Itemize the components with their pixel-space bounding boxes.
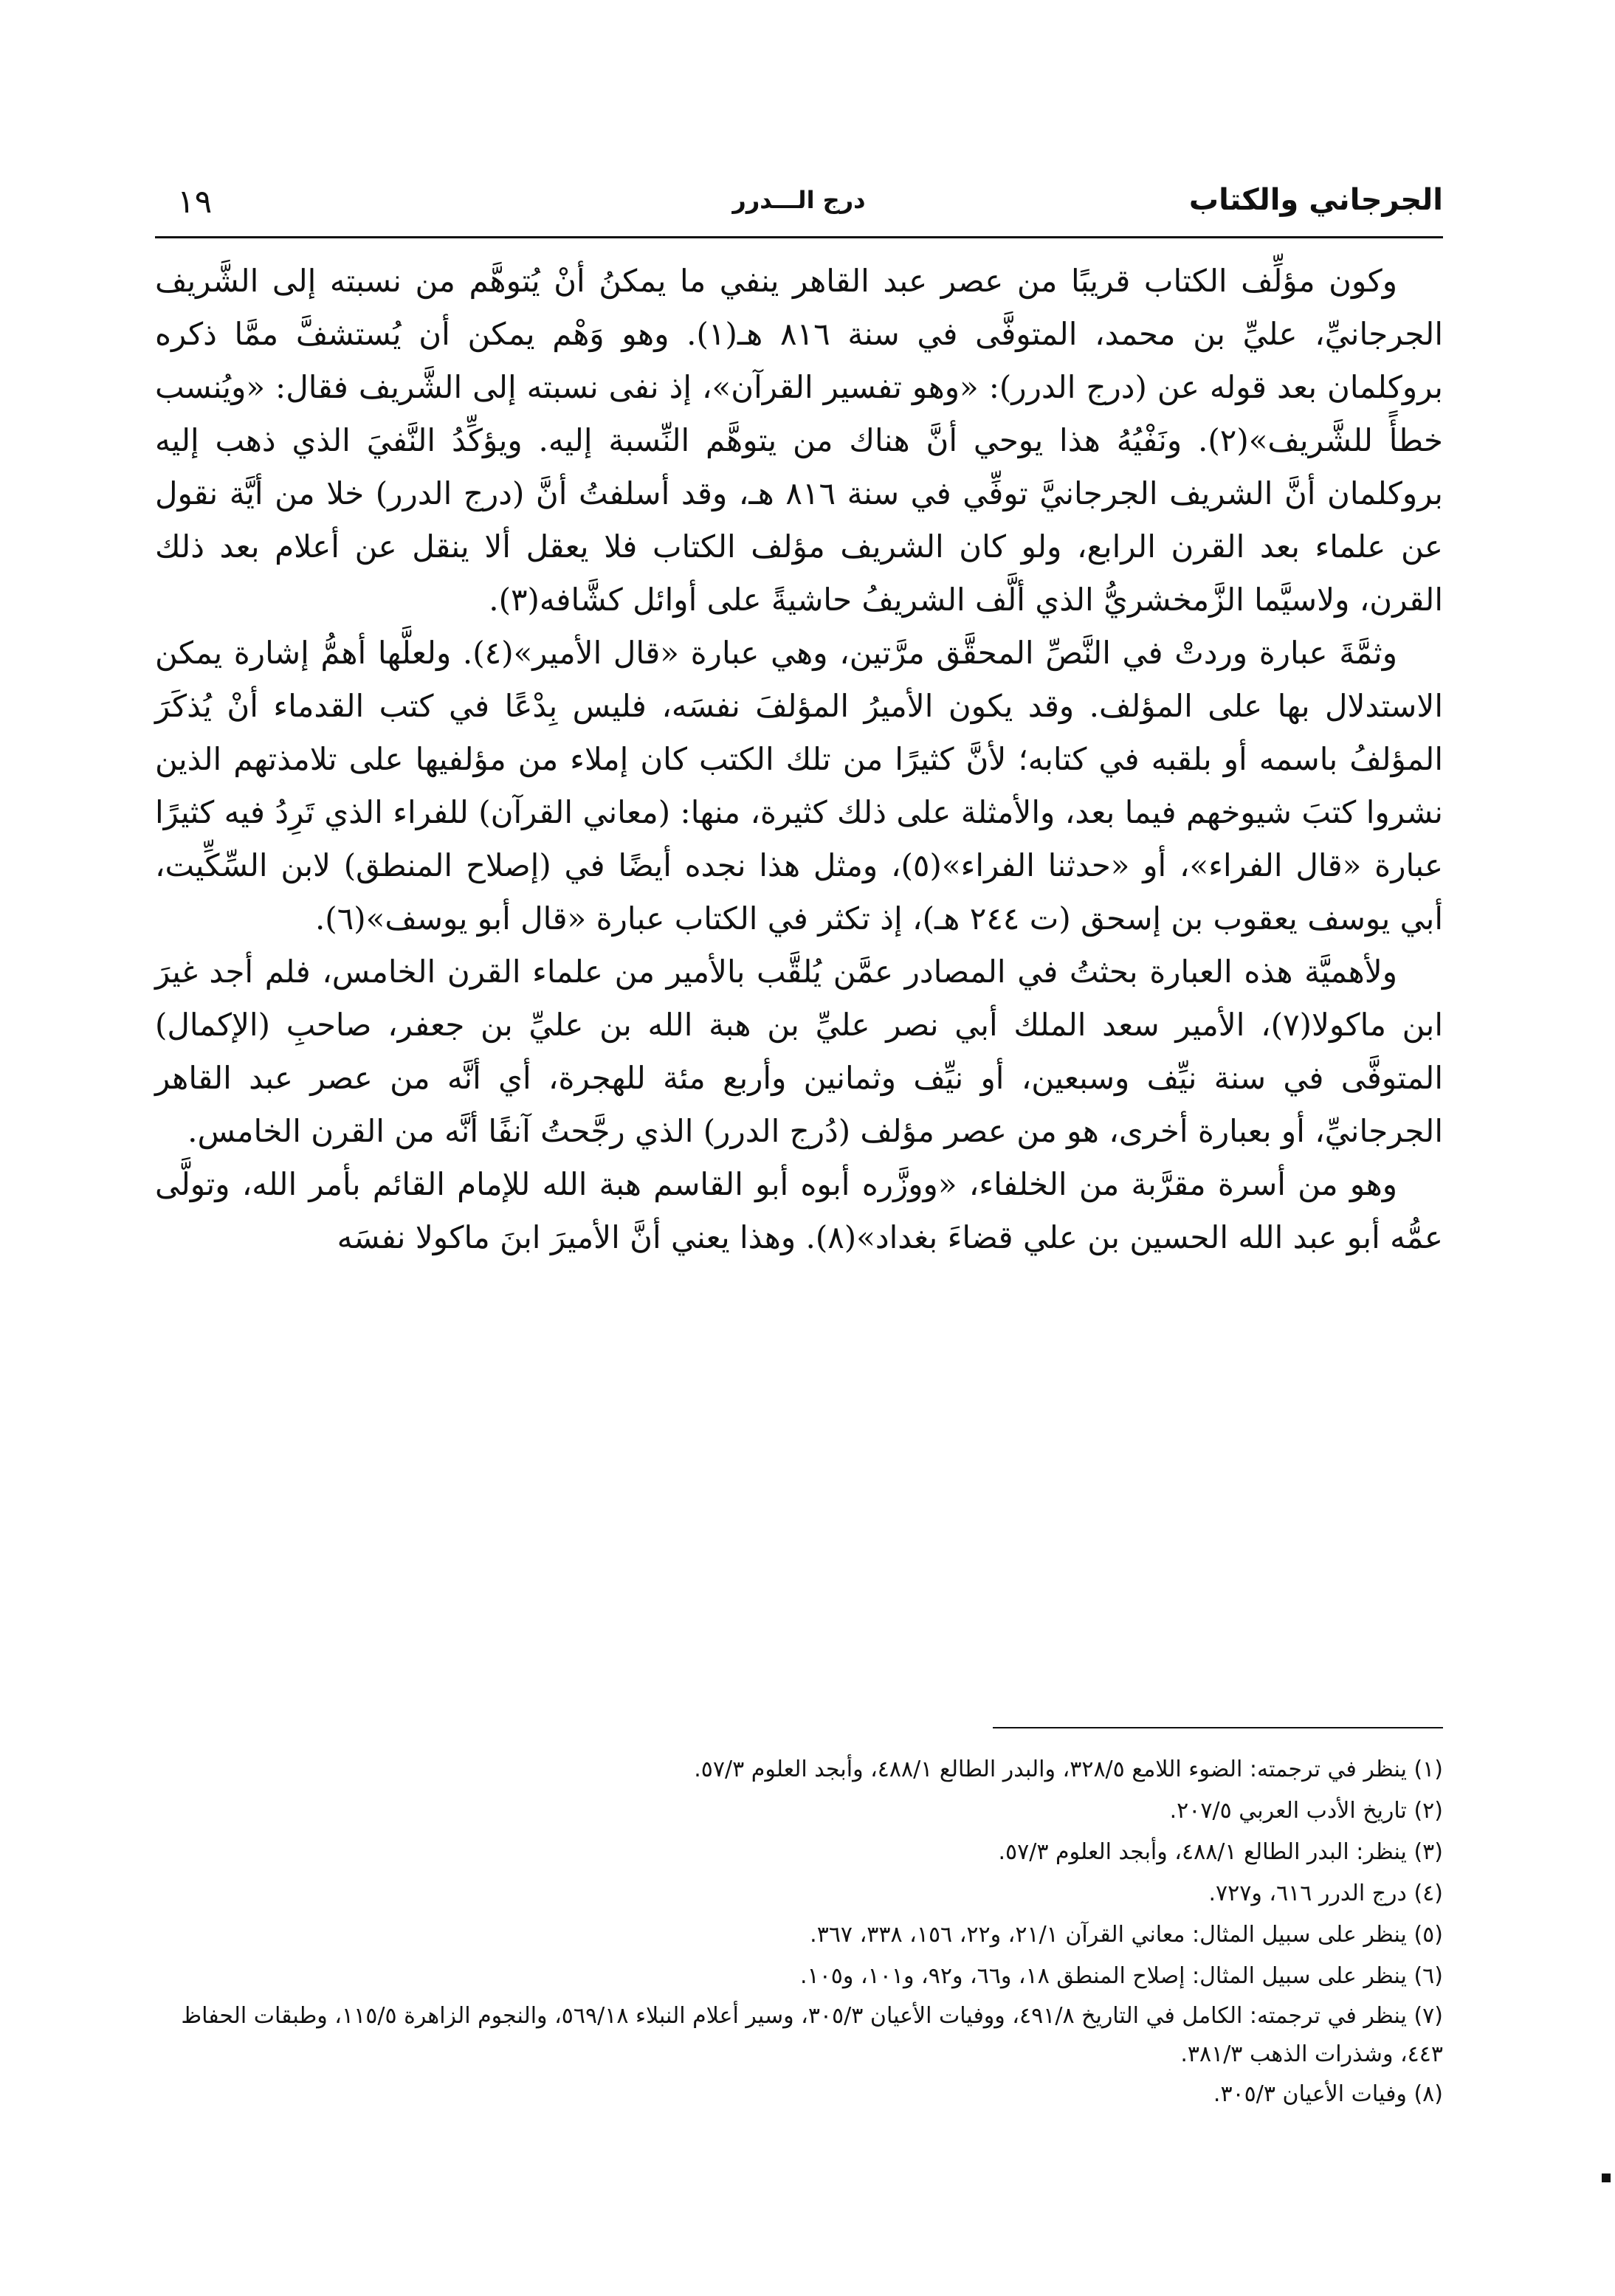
footnote-item: (٦) ينظر على سبيل المثال: إصلاح المنطق ١٨، و٦٦، و٩٢، و١٠١، و١٠٥. — [800, 1963, 1443, 1989]
page-number: ١٩ — [177, 183, 213, 221]
book-title: درج الـــدرر — [732, 186, 866, 214]
paragraph: وكون مؤلِّف الكتاب قريبًا من عصر عبد القاهر ينفي ما يمكنُ أنْ يُتوهَّم من نسبته إلى الشَّريف الجرجانيِّ، عليِّ بن محمد، المتوفَّى في سنة ٨١٦ هـ(١). وهو وَهْم يمكن أن يُستشفَّ ممَّا ذكره بروكلمان بعد قوله عن (درج الدرر): «وهو تفسير القرآن»، إذ نفى نسبته إلى الشَّريف فقال: «ويُنسب خطأً للشَّريف»(٢). ونَفْيُهُ هذا يوحي أنَّ هناك من يتوهَّم النِّسبة إليه. ويؤكِّدُ النَّفيَ الذي ذهب إليه بروكلمان أنَّ الشريف الجرجانيَّ توفِّي في سنة ٨١٦ هـ، وقد أسلفتُ أنَّ (درج الدرر) خلا من أيَّة نقول عن علماء بعد القرن الرابع، ولو كان الشريف مؤلف الكتاب فلا يعقل ألا ينقل عن أعلام بعد ذلك القرن، ولاسيَّما الزَّمخشريُّ الذي ألَّف الشريفُ حاشيةً على أوائل كشَّافه(٣). — [155, 263, 1444, 618]
paragraph: ولأهميَّة هذه العبارة بحثتُ في المصادر عمَّن يُلقَّب بالأمير من علماء القرن الخامس، فلم أجد غيرَ ابن ماكولا(٧)، الأمير سعد الملك أبي نصر عليِّ بن هبة الله بن عليِّ بن جعفر، صاحبِ (الإكمال) المتوفَّى في سنة نيِّف وسبعين، أو نيِّف وثمانين وأربع مئة للهجرة، أي أنَّه من عصر عبد القاهر الجرجانيِّ، أو بعبارة أخرى، هو من عصر مؤلف (دُرج الدرر) الذي رجَّحتُ آنفًا أنَّه من القرن الخامس. — [155, 954, 1443, 1149]
footnote-item: (٤) درج الدرر ٦١٦، و٧٢٧. — [1208, 1880, 1443, 1906]
footnote-item: (٨) وفيات الأعيان ٣٠٥/٣. — [1213, 2081, 1443, 2107]
footnote-divider — [993, 1727, 1443, 1728]
scan-mark — [1602, 2173, 1611, 2182]
header-divider — [155, 236, 1443, 238]
main-text — [155, 255, 1443, 1264]
paragraph: وهو من أسرة مقرَّبة من الخلفاء، «ووزَّره أبوه أبو القاسم هبة الله للإمام القائم بأمر الله، وتولَّى عمُّه أبو عبد الله الحسين بن علي قضاءَ بغداد»(٨). وهذا يعني أنَّ الأميرَ ابنَ ماكولا نفسَه — [155, 1166, 1443, 1255]
footnotes — [155, 1749, 1443, 2115]
paragraph: وثمَّةَ عبارة وردتْ في النَّصِّ المحقَّق مرَّتين، وهي عبارة «قال الأمير»(٤). ولعلَّها أهمُّ إشارة يمكن الاستدلال بها على المؤلف. وقد يكون الأميرُ المؤلفَ نفسَه، فليس بِدْعًا في كتب القدماء أنْ يُذكَرَ المؤلفُ باسمه أو بلقبه في كتابه؛ لأنَّ كثيرًا من تلك الكتب كان إملاء من مؤلفيها على تلامذتهم الذين نشروا كتبَ شيوخهم فيما بعد، والأمثلة على ذلك كثيرة، منها: (معاني القرآن) للفراء الذي تَرِدُ فيه كثيرًا عبارة «قال الفراء»، أو «حدثنا الفراء»(٥)، ومثل هذا نجده أيضًا في (إصلاح المنطق) لابن السِّكِّيت، أبي يوسف يعقوب بن إسحق (ت ٢٤٤ هـ)، إذ تكثر في الكتاب عبارة «قال أبو يوسف»(٦). — [155, 635, 1444, 937]
footnote-item: (١) ينظر في ترجمته: الضوء اللامع ٣٢٨/٥، والبدر الطالع ٤٨٨/١، وأبجد العلوم ٥٧/٣. — [694, 1757, 1443, 1782]
footnote-item: (٥) ينظر على سبيل المثال: معاني القرآن ٢١/١، و٢٢، ١٥٦، ٣٣٨، ٣٦٧. — [810, 1922, 1443, 1948]
footnote-item: (٢) تاريخ الأدب العربي ٢٠٧/٥. — [1169, 1798, 1443, 1824]
chapter-title: الجرجاني والكتاب — [1188, 183, 1443, 217]
footnote-item: (٣) ينظر: البدر الطالع ٤٨٨/١، وأبجد العلوم ٥٧/٣. — [998, 1839, 1443, 1865]
running-header — [155, 183, 1443, 235]
footnote-item: (٧) ينظر في ترجمته: الكامل في التاريخ ٤٩١/٨، ووفيات الأعيان ٣٠٥/٣، وسير أعلام النبلاء ٥٦٩/١٨، والنجوم الزاهرة ١١٥/٥، وطبقات الحفاظ ٤٤٣، وشذرات الذهب ٣٨١/٣. — [181, 2003, 1443, 2067]
